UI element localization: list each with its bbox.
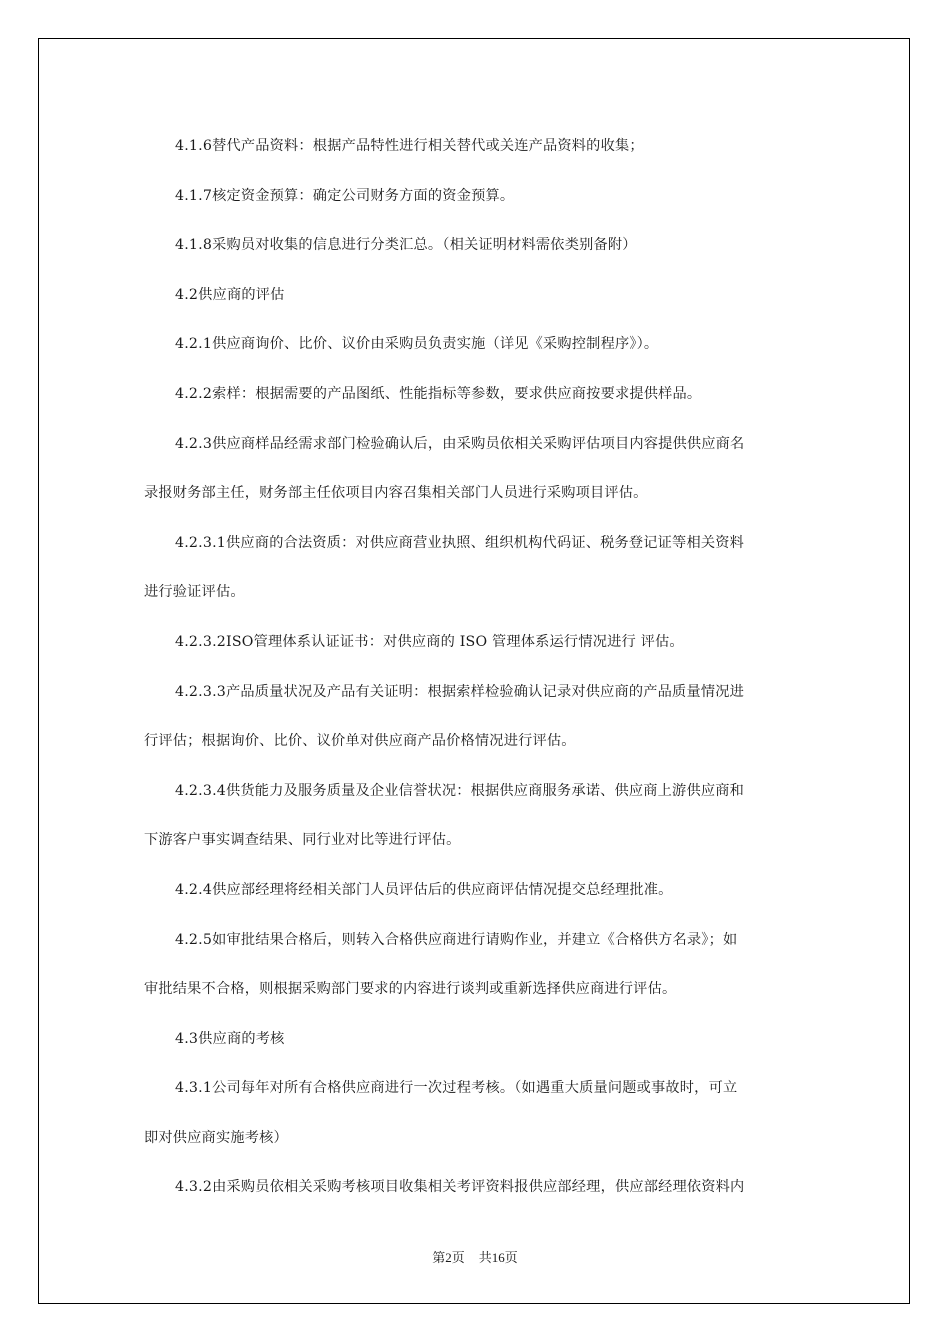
text-line: 4.1.7核定资金预算：确定公司财务方面的资金预算。 — [175, 187, 515, 204]
text-line: 4.1.6替代产品资料：根据产品特性进行相关替代或关连产品资料的收集； — [175, 138, 644, 154]
document-body — [144, 122, 812, 1213]
text-line: 4.3供应商的考核 — [175, 1030, 285, 1047]
text-line: 4.2.5如审批结果合格后，则转入合格供应商进行请购作业，并建立《合格供方名录》；如 — [175, 931, 738, 948]
text-line: 下游客户事实调查结果、同行业对比等进行评估。 — [144, 832, 461, 849]
text-line: 进行验证评估。 — [144, 584, 245, 601]
text-line: 4.2.1供应商询价、比价、议价由采购员负责实施（详见《采购控制程序》）。 — [175, 336, 659, 353]
text-line: 4.2.3供应商样品经需求部门检验确认后，由采购员依相关采购评估项目内容提供供应商名 — [175, 435, 745, 452]
text-line: 审批结果不合格，则根据采购部门要求的内容进行谈判或重新选择供应商进行评估。 — [144, 981, 677, 998]
text-line: 4.2.4供应部经理将经相关部门人员评估后的供应商评估情况提交总经理批准。 — [175, 881, 673, 898]
text-line: 录报财务部主任，财务部主任依项目内容召集相关部门人员进行采购项目评估。 — [144, 485, 648, 502]
text-line: 4.2.3.3产品质量状况及产品有关证明：根据索样检验确认记录对供应商的产品质量情况进 — [175, 683, 744, 700]
text-line: 行评估；根据询价、比价、议价单对供应商产品价格情况进行评估。 — [144, 733, 576, 750]
text-line: 4.2.2索样：根据需要的产品图纸、性能指标等参数，要求供应商按要求提供样品。 — [175, 385, 702, 402]
text-line: 即对供应商实施考核） — [144, 1129, 288, 1146]
text-line: 4.2供应商的评估 — [175, 286, 285, 303]
text-line: 4.2.3.1供应商的合法资质：对供应商营业执照、组织机构代码证、税务登记证等相关资料 — [175, 534, 744, 551]
text-line: 4.1.8采购员对收集的信息进行分类汇总。（相关证明材料需依类别备附） — [175, 237, 637, 254]
page-number: 第2页 — [432, 1250, 465, 1265]
text-line: 4.3.1公司每年对所有合格供应商进行一次过程考核。（如遇重大质量问题或事故时，可立 — [175, 1080, 738, 1097]
text-line: 4.2.3.2ISO管理体系认证证书：对供应商的 ISO 管理体系运行情况进行 评估。 — [175, 633, 684, 650]
text-line: 4.3.2由采购员依相关采购考核项目收集相关考评资料报供应部经理，供应部经理依资料内 — [175, 1179, 745, 1196]
page-footer — [0, 1247, 950, 1266]
text-line: 4.2.3.4供货能力及服务质量及企业信誉状况：根据供应商服务承诺、供应商上游供应商和 — [175, 782, 744, 799]
page-total: 共16页 — [478, 1250, 518, 1265]
